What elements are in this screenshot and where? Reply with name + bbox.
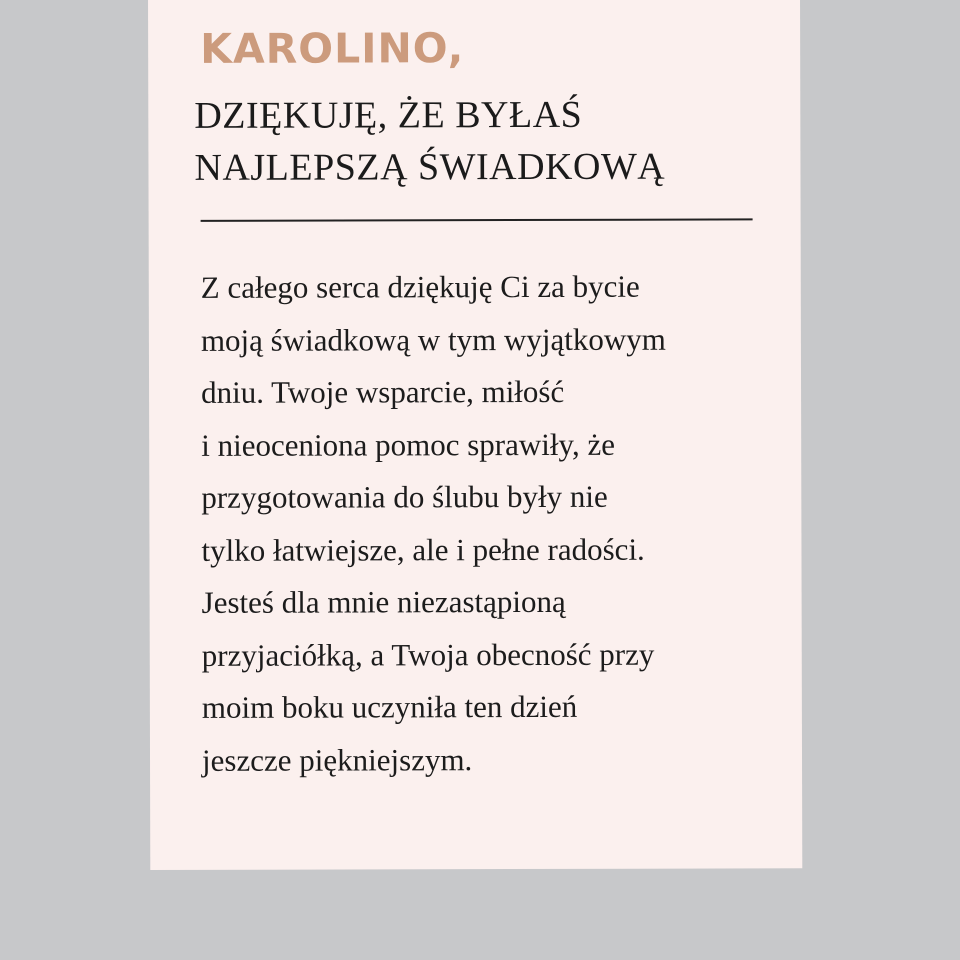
card-title-line: NAJLEPSZĄ ŚWIADKOWĄ bbox=[194, 145, 666, 189]
message-line: moim boku uczyniła ten dzień bbox=[201, 688, 578, 725]
message-line: Jesteś dla mnie niezastąpioną bbox=[201, 583, 566, 620]
divider bbox=[201, 218, 753, 221]
message-line: moją świadkową w tym wyjątkowym bbox=[200, 321, 666, 358]
message-line: Z całego serca dziękuję Ci za bycie bbox=[200, 268, 640, 305]
message-line: dniu. Twoje wsparcie, miłość bbox=[201, 373, 565, 410]
card-title bbox=[194, 89, 665, 194]
message-line: przyjaciółką, a Twoja obecność przy bbox=[201, 636, 655, 673]
message-line: tylko łatwiejsze, ale i pełne radości. bbox=[201, 531, 645, 568]
recipient-name: KAROLINO, bbox=[200, 24, 465, 73]
message-line: i nieoceniona pomoc sprawiły, że bbox=[201, 426, 616, 463]
card-message bbox=[201, 260, 762, 786]
message-line: przygotowania do ślubu były nie bbox=[201, 478, 608, 515]
thank-you-card bbox=[148, 0, 802, 870]
message-line: jeszcze piękniejszym. bbox=[201, 741, 473, 778]
card-title-line: DZIĘKUJĘ, ŻE BYŁAŚ bbox=[194, 93, 583, 137]
